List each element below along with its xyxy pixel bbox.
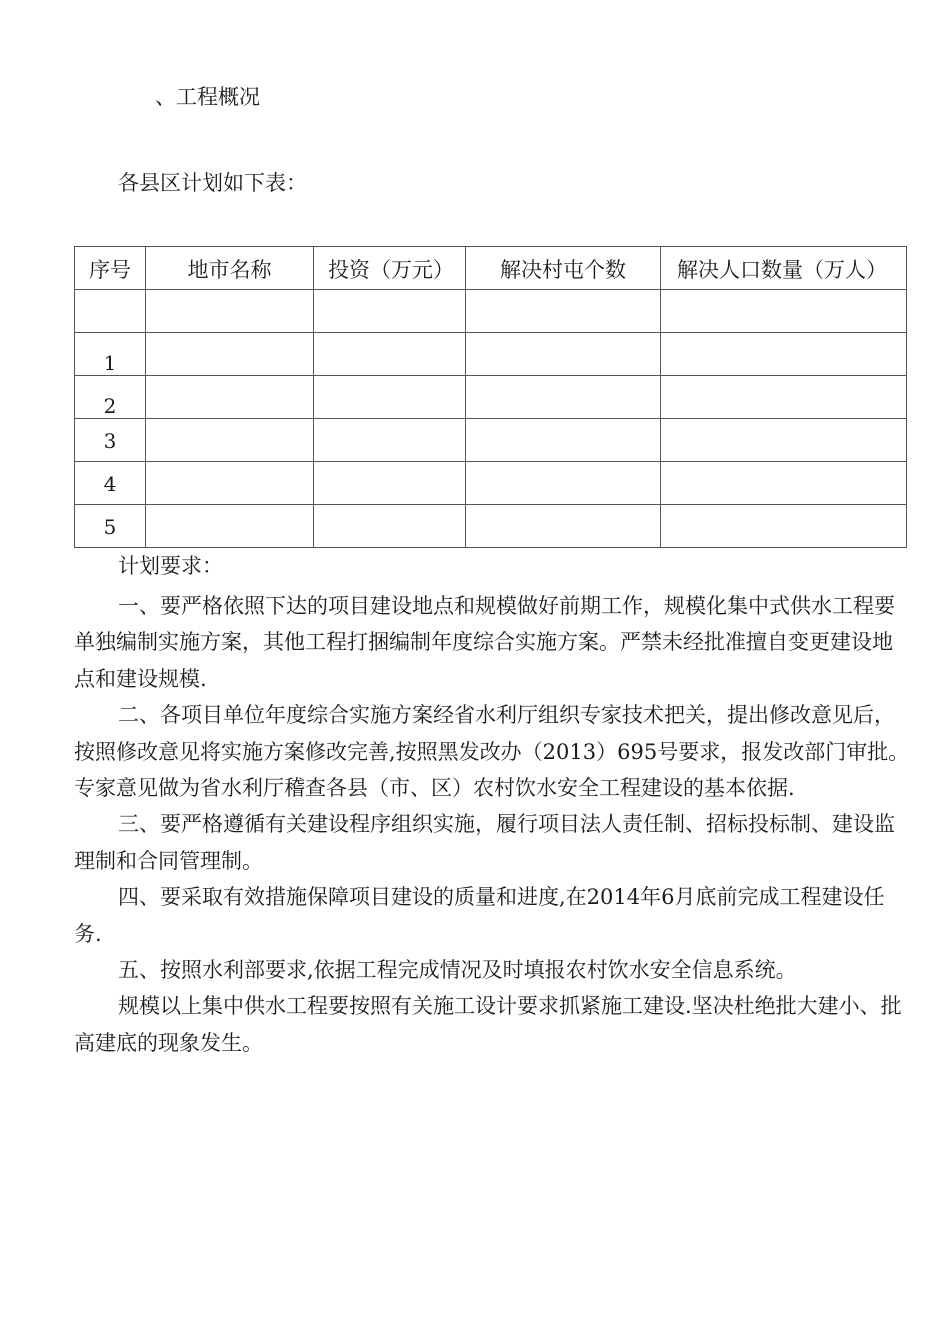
header-city: 地市名称 [146,247,314,290]
table-cell [314,419,466,462]
table-cell [661,290,907,333]
paragraph-4: 四、要采取有效措施保障项目建设的质量和进度,在2014年6月底前完成工程建设任务. [74,885,885,946]
table-cell [661,333,907,376]
row-number: 2 [103,394,117,418]
table-row [75,290,907,333]
table-cell [146,333,314,376]
table-cell [466,462,661,505]
table-cell [146,462,314,505]
table-cell [466,505,661,548]
table-cell-seq [75,419,146,462]
table-cell [146,505,314,548]
table-cell [466,290,661,333]
table-cell-seq [75,290,146,333]
table-cell [314,462,466,505]
table-intro: 各县区计划如下表： [118,171,307,195]
table-cell [661,419,907,462]
table-cell [466,419,661,462]
row-number [75,290,145,310]
table-cell [314,333,466,376]
table-row [75,505,907,548]
paragraph-5: 五、按照水利部要求,依据工程完成情况及时填报农村饮水安全信息系统。 [118,958,797,983]
header-population: 解决人口数量（万人） [661,247,907,290]
table-cell-seq [75,376,146,419]
table-cell [661,462,907,505]
paragraph-3: 三、要严格遵循有关建设程序组织实施，履行项目法人责任制、招标投标制、建设监理制和合同管理制。 [74,812,895,873]
paragraph-1: 一、要严格依照下达的项目建设地点和规模做好前期工作，规模化集中式供水工程要单独编制实施方案，其他工程打捆编制年度综合实施方案。严禁未经批准擅自变更建设地点和建设规模. [74,594,895,691]
table-cell-seq [75,462,146,505]
table-cell [466,333,661,376]
table-cell-seq [75,333,146,376]
row-number: 5 [103,515,117,539]
table-cell [661,376,907,419]
header-villages: 解决村屯个数 [466,247,661,290]
table-row [75,333,907,376]
plan-table [74,246,907,548]
table-cell [314,290,466,333]
row-number: 3 [103,429,117,453]
requirements-title: 计划要求： [118,554,223,578]
table-cell-seq [75,505,146,548]
table-cell [314,376,466,419]
row-number: 1 [103,351,117,375]
table-row [75,376,907,419]
table-cell [661,505,907,548]
table-cell [466,376,661,419]
table-cell [314,505,466,548]
table-row [75,419,907,462]
header-seq: 序号 [75,247,146,290]
paragraph-6: 规模以上集中供水工程要按照有关施工设计要求抓紧施工建设.坚决杜绝批大建小、批高建底的现象发生。 [74,994,902,1055]
paragraph-2: 二、各项目单位年度综合实施方案经省水利厅组织专家技术把关，提出修改意见后，按照修改意见将实施方案修改完善,按照黑发改办（2013）695号要求，报发改部门审批。专家意见做为省水利厅稽查各县（市、区）农村饮水安全工程建设的基本依据. [74,703,910,801]
section-title: 、工程概况 [155,85,260,109]
table-header-row [75,247,907,290]
table-cell [146,419,314,462]
requirements-section [74,552,910,1061]
table-cell [146,376,314,419]
table-cell [146,290,314,333]
row-number: 4 [103,472,117,496]
table-row [75,462,907,505]
header-investment: 投资（万元） [314,247,466,290]
